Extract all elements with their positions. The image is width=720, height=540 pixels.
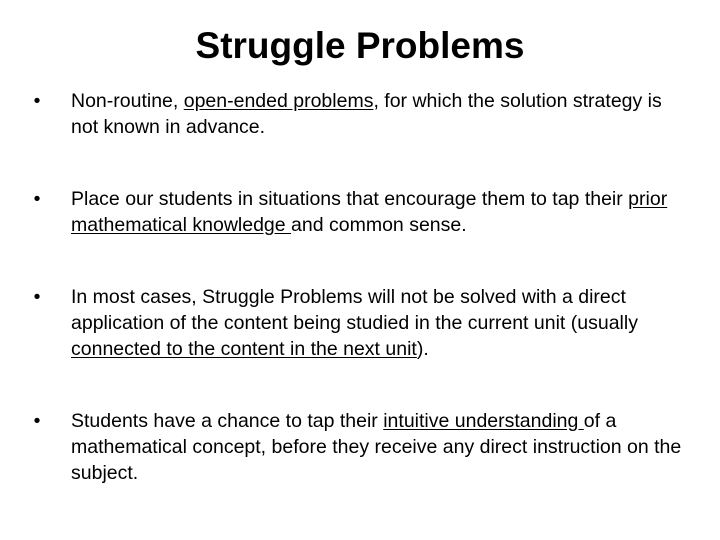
bullet-item bbox=[26, 88, 686, 140]
bullet-text: of a mathematical concept, before they receive any direct instruction on the subject. bbox=[71, 410, 682, 484]
bullet-icon: • bbox=[33, 90, 41, 112]
underlined-phrase: intuitive understanding bbox=[383, 410, 584, 432]
bullet-text: Students have a chance to tap their bbox=[71, 410, 384, 432]
bullet-list bbox=[26, 88, 686, 486]
bullet-text: ). bbox=[416, 338, 429, 360]
underlined-phrase: open-ended problems bbox=[183, 90, 374, 112]
slide-title: Struggle Problems bbox=[195, 25, 525, 66]
bullet-icon: • bbox=[33, 286, 41, 308]
bullet-icon: • bbox=[33, 188, 41, 210]
bullet-text: In most cases, Struggle Problems will not be solved with a direct application of the content being studied in the current unit (usually bbox=[71, 286, 638, 334]
bullet-item bbox=[26, 284, 686, 362]
bullet-item bbox=[26, 186, 686, 238]
underlined-phrase: connected to the content in the next unit bbox=[71, 338, 417, 360]
bullet-icon: • bbox=[33, 410, 41, 432]
bullet-text: , for which the solution strategy is not known in advance. bbox=[71, 90, 662, 138]
bullet-text: Place our students in situations that encourage them to tap their bbox=[71, 188, 629, 210]
bullet-item bbox=[26, 408, 686, 486]
bullet-text: Non-routine, bbox=[71, 90, 184, 112]
bullet-text: and common sense. bbox=[291, 214, 467, 236]
underlined-phrase: prior mathematical knowledge bbox=[71, 188, 668, 236]
